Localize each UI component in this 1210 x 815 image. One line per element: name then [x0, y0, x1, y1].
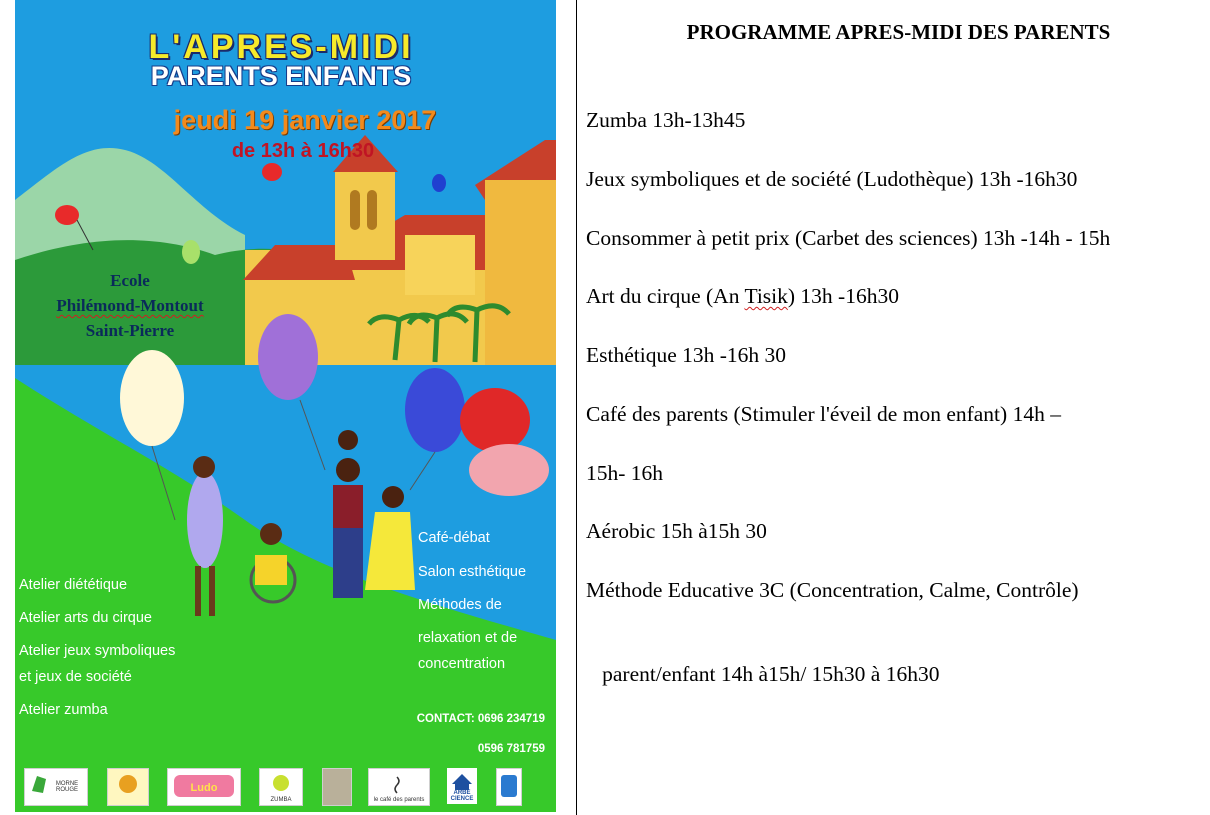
sponsor-logo: [496, 768, 522, 806]
balloon: [460, 388, 530, 452]
activity-item: relaxation et de: [418, 629, 518, 646]
programme-line: 15h- 16h: [586, 461, 664, 485]
programme-line: Zumba 13h-13h45: [586, 108, 746, 132]
programme-line: Méthode Educative 3C (Concentration, Calme, Contrôle): [586, 578, 1079, 602]
school-line: Saint-Pierre: [85, 321, 175, 340]
svg-text:ZUMBA: ZUMBA: [270, 797, 292, 803]
activity-item: et jeux de société: [19, 669, 132, 685]
event-poster: [15, 0, 556, 812]
sponsor-logo: MORNE ROUGE: [24, 768, 88, 806]
sponsor-logo: [167, 768, 241, 806]
sponsor-logo: le café des parents: [368, 768, 430, 806]
school-line: Ecole: [110, 271, 150, 290]
contact-phone: CONTACT: 0696 234719: [416, 713, 545, 725]
programme-line: Art du cirque (An Tisik) 13h -16h30: [586, 284, 899, 308]
sponsor-logo: [322, 768, 352, 806]
programme-line: Café des parents (Stimuler l'éveil de mon enfant) 14h –: [586, 402, 1061, 426]
programme-line: parent/enfant 14h à15h/ 15h30 à 16h30: [596, 662, 940, 686]
poster-hours: de 13h à 16h30: [231, 140, 375, 162]
poster-date: jeudi 19 janvier 2017: [173, 105, 437, 135]
activity-item: Salon esthétique: [418, 563, 527, 580]
activity-item: Atelier diététique: [19, 577, 128, 593]
programme-line: Esthétique 13h -16h 30: [586, 343, 787, 367]
programme-title: PROGRAMME APRES-MIDI DES PARENTS: [686, 20, 1111, 44]
school-line: Philémond-Montout: [56, 296, 204, 315]
balloon: [120, 350, 184, 446]
activity-item: Méthodes de: [418, 597, 502, 613]
balloon: [55, 205, 79, 225]
contact-info: [405, 704, 545, 764]
sponsor-logo: ARBE CIENCE: [447, 768, 477, 804]
balloon: [405, 368, 465, 452]
programme-line: Consommer à petit prix (Carbet des sciences) 13h -14h - 15h: [586, 226, 1111, 250]
balloon: [182, 240, 200, 264]
sponsor-logo: [259, 768, 303, 806]
activity-item: Atelier jeux symboliques: [19, 643, 176, 659]
programme-line: Jeux symboliques et de société (Ludothèque) 13h -16h30: [586, 167, 1078, 191]
activity-item: Atelier arts du cirque: [19, 610, 152, 626]
activity-item: Café-débat: [418, 530, 490, 546]
column-divider: [576, 0, 577, 815]
balloon: [432, 174, 446, 192]
balloon: [469, 444, 549, 496]
school-name: [25, 268, 235, 343]
ludo-logo-text: Ludo: [190, 782, 218, 794]
contact-phone: 0596 781759: [477, 743, 545, 755]
church-tower: [335, 170, 395, 260]
poster-title: L'APRES-MIDI: [148, 28, 414, 66]
right-activity-list: [418, 525, 556, 678]
sponsor-logo: [107, 768, 149, 806]
balloon: [262, 163, 282, 181]
poster-subtitle: PARENTS ENFANTS: [150, 61, 412, 91]
left-activity-list: [19, 572, 209, 723]
activity-item: concentration: [418, 656, 506, 672]
balloon: [258, 314, 318, 400]
activity-item: Atelier zumba: [19, 702, 108, 718]
programme-line: Aérobic 15h à15h 30: [586, 519, 767, 543]
